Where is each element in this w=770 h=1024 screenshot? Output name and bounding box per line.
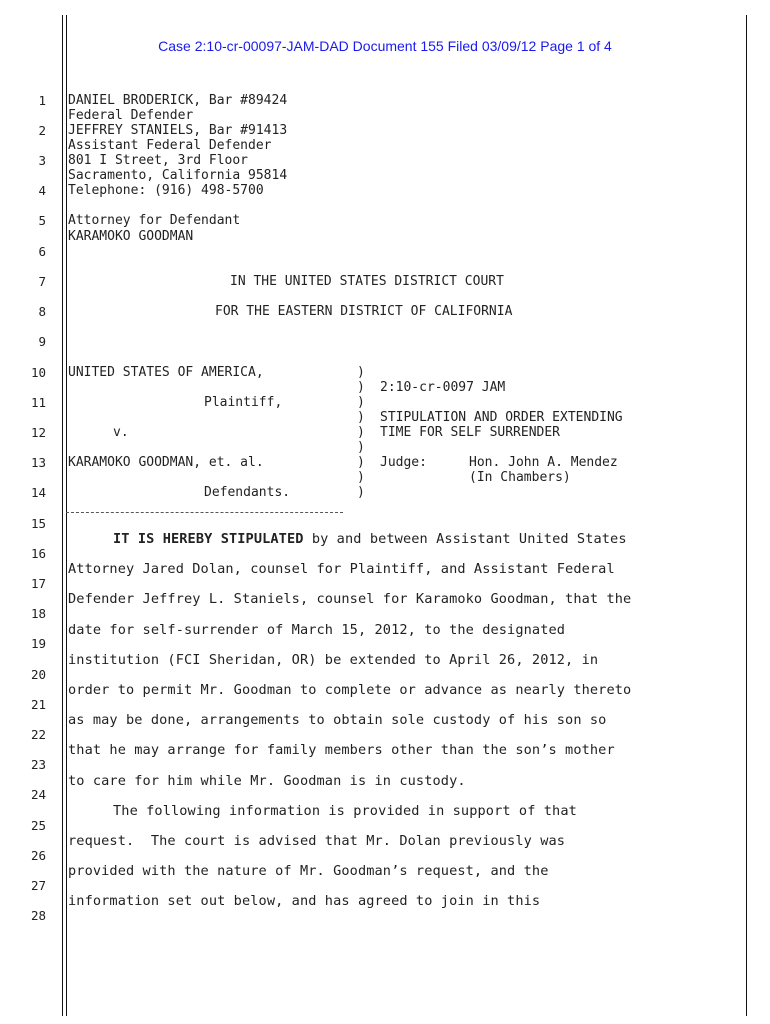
line-number: 11: [30, 395, 46, 410]
line-number: 15: [30, 516, 46, 531]
line-number: 3: [38, 153, 46, 168]
body-line: as may be done, arrangements to obtain sole custody of his son so: [68, 712, 607, 728]
line-number: 23: [30, 757, 46, 772]
counsel-line: Federal Defender: [68, 108, 194, 123]
court-district: FOR THE EASTERN DISTRICT OF CALIFORNIA: [215, 304, 513, 319]
line-number: 12: [30, 425, 46, 440]
case-number: 2:10-cr-0097 JAM: [380, 380, 506, 395]
body-line: Attorney Jared Dolan, counsel for Plaintiff, and Assistant Federal: [68, 561, 615, 577]
body-line: institution (FCI Sheridan, OR) be extended to April 26, 2012, in: [68, 652, 599, 668]
counsel-line: Sacramento, California 95814: [68, 168, 288, 183]
counsel-line: DANIEL BRODERICK, Bar #89424: [68, 93, 288, 108]
line-number: 17: [30, 576, 46, 591]
body-line: date for self-surrender of March 15, 2012, to the designated: [68, 622, 566, 638]
line-number: 28: [30, 908, 46, 923]
line-number: 4: [38, 183, 46, 198]
body-line: information set out below, and has agreed to join in this: [68, 893, 541, 909]
caption-parentheses: ) ) ) ) ) ) ) ) ): [357, 365, 365, 500]
judge-chambers: (In Chambers): [469, 470, 571, 485]
body-line: that he may arrange for family members other than the son’s mother: [68, 742, 615, 758]
body-lead-rest: by and between Assistant United States: [303, 531, 627, 547]
caption-divider: [66, 512, 343, 513]
line-number: 13: [30, 455, 46, 470]
line-number: 1: [38, 93, 46, 108]
line-number: 21: [30, 697, 46, 712]
attorney-for-line: Attorney for Defendant: [68, 213, 241, 228]
line-number: 27: [30, 878, 46, 893]
document-title-2: TIME FOR SELF SURRENDER: [380, 425, 561, 440]
judge-name: Hon. John A. Mendez: [469, 455, 618, 470]
plaintiff-label: Plaintiff,: [204, 395, 283, 410]
counsel-line: 801 I Street, 3rd Floor: [68, 153, 249, 168]
document-title-1: STIPULATION AND ORDER EXTENDING: [380, 410, 623, 425]
judge-label: Judge:: [380, 455, 427, 470]
body-line: The following information is provided in support of that: [113, 803, 577, 819]
court-title: IN THE UNITED STATES DISTRICT COURT: [230, 274, 504, 289]
line-number: 6: [38, 244, 46, 259]
line-number: 20: [30, 667, 46, 682]
line-number: 2: [38, 123, 46, 138]
line-number: 24: [30, 787, 46, 802]
stipulated-bold: IT IS HEREBY STIPULATED: [113, 531, 304, 547]
line-number: 22: [30, 727, 46, 742]
line-number: 18: [30, 606, 46, 621]
line-number: 7: [38, 274, 46, 289]
versus-label: v.: [113, 425, 129, 440]
line-number: 16: [30, 546, 46, 561]
line-number: 10: [30, 365, 46, 380]
attorney-for-line: KARAMOKO GOODMAN: [68, 229, 194, 244]
party-plaintiff: UNITED STATES OF AMERICA,: [68, 365, 264, 380]
line-number: 19: [30, 636, 46, 651]
body-line: order to permit Mr. Goodman to complete or advance as nearly thereto: [68, 682, 632, 698]
line-number: 14: [30, 485, 46, 500]
body-line: provided with the nature of Mr. Goodman’s request, and the: [68, 863, 549, 879]
counsel-line: Assistant Federal Defender: [68, 138, 272, 153]
line-number: 25: [30, 818, 46, 833]
counsel-line: JEFFREY STANIELS, Bar #91413: [68, 123, 288, 138]
filing-header: Case 2:10-cr-00097-JAM-DAD Document 155 Filed 03/09/12 Page 1 of 4: [158, 38, 612, 54]
right-margin-rule: [746, 15, 747, 1016]
body-line: Defender Jeffrey L. Staniels, counsel for Karamoko Goodman, that the: [68, 591, 632, 607]
party-defendant: KARAMOKO GOODMAN, et. al.: [68, 455, 264, 470]
body-line: request. The court is advised that Mr. Dolan previously was: [68, 833, 566, 849]
defendants-label: Defendants.: [204, 485, 291, 500]
body-line: [113, 531, 627, 547]
line-number: 26: [30, 848, 46, 863]
line-number: 5: [38, 213, 46, 228]
line-number: 8: [38, 304, 46, 319]
counsel-line: Telephone: (916) 498-5700: [68, 183, 264, 198]
left-margin-rule-2: [66, 15, 67, 1016]
body-line: to care for him while Mr. Goodman is in custody.: [68, 773, 466, 789]
left-margin-rule-1: [62, 15, 63, 1016]
line-number: 9: [38, 334, 46, 349]
